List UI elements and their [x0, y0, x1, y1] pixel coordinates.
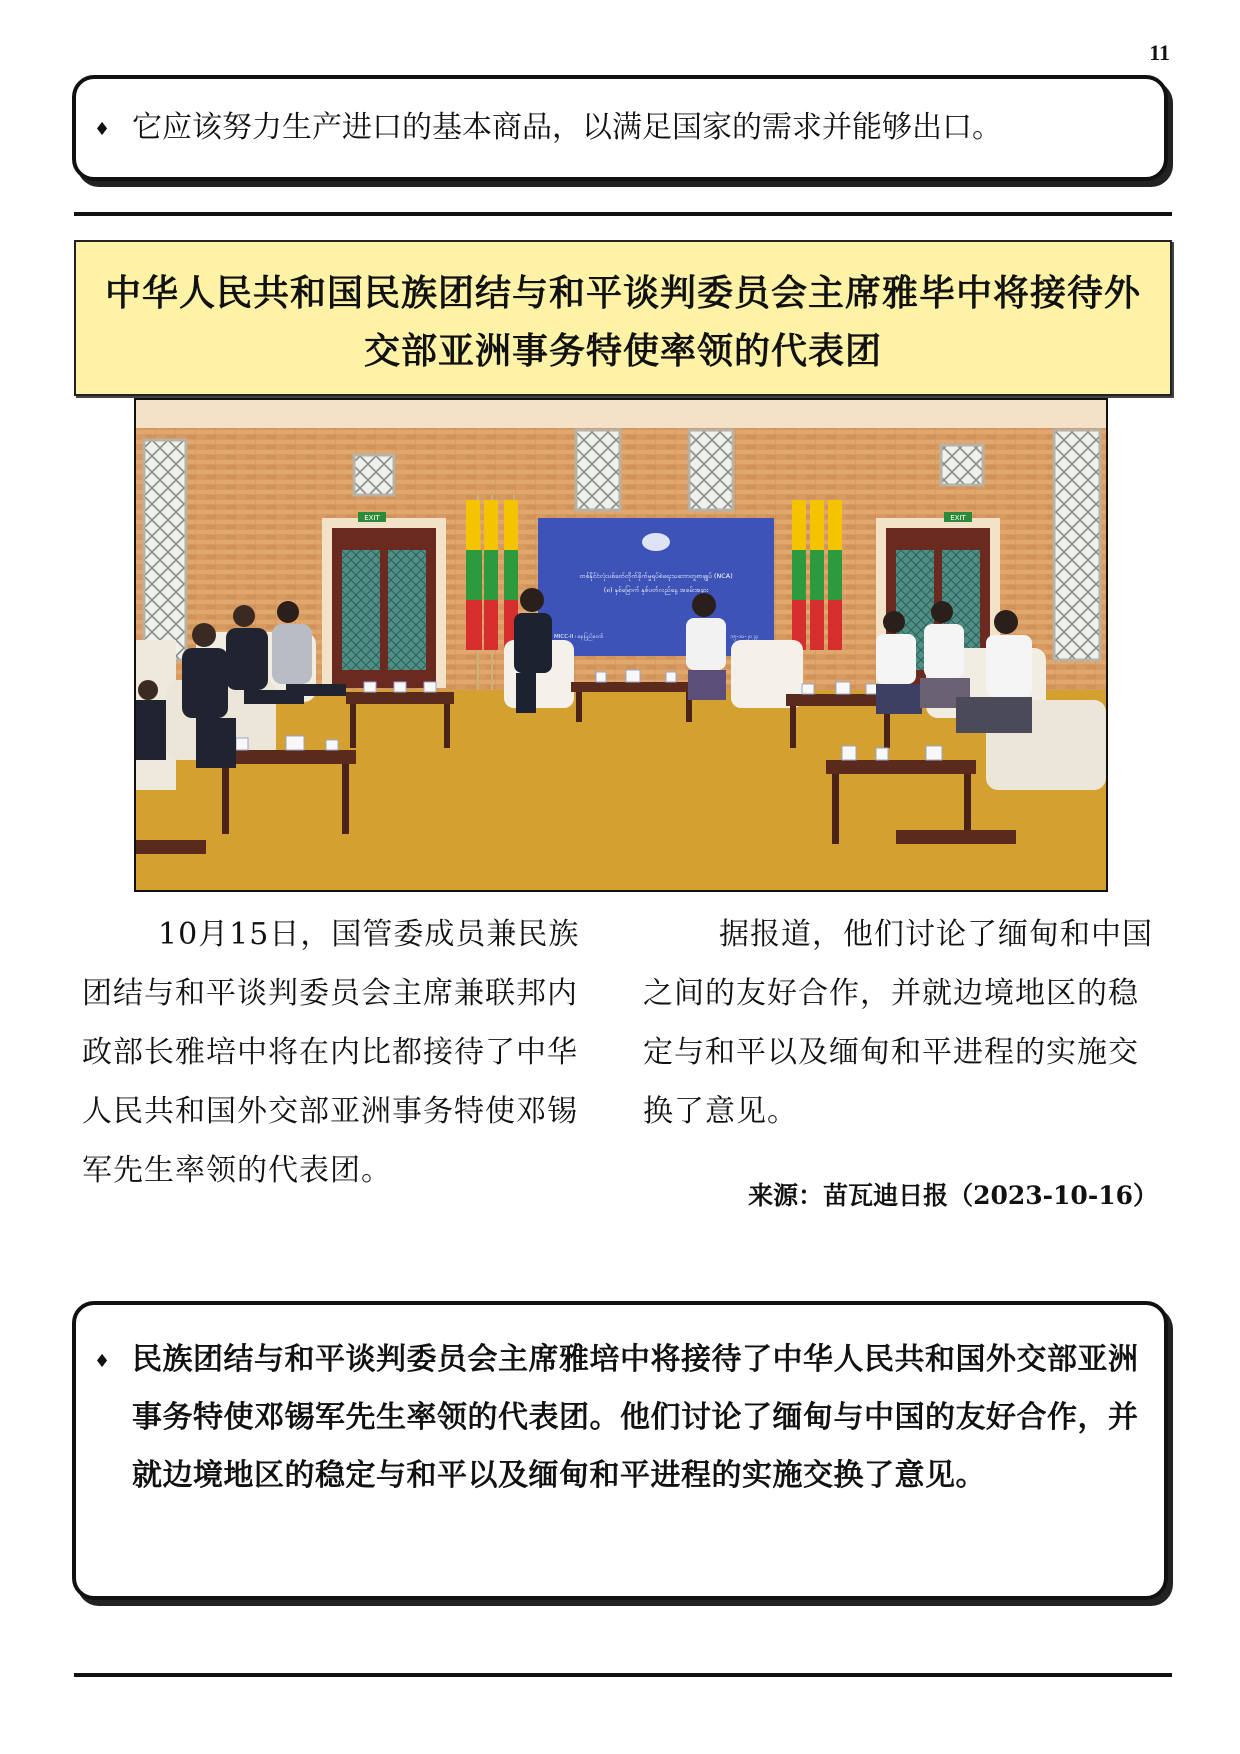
banner-venue: MICC-II ၊ နေပြည်တော်	[554, 634, 604, 640]
banner-line-2: (၈) နှစ်မြောက် နှစ်ပတ်လည်နေ့ အခမ်းအနား	[603, 586, 709, 594]
top-summary-box	[72, 75, 1168, 181]
bottom-summary-text: 民族团结与和平谈判委员会主席雅培中将接待了中华人民共和国外交部亚洲事务特使邓锡军先生率领的代表团。他们讨论了缅甸与中国的友好合作，并就边境地区的稳定与和平以及缅甸和平进程的实施交换了意见。	[132, 1342, 1139, 1493]
banner-date: ၁၅-၁၀-၂၀၂၃	[730, 634, 758, 640]
headline-box	[74, 240, 1172, 396]
headline: 中华人民共和国民族团结与和平谈判委员会主席雅毕中将接待外交部亚洲事务特使率领的代表团	[104, 272, 1141, 372]
source-attribution: 来源：苗瓦迪日报（2023-10-16）	[748, 1181, 1158, 1210]
article-left-paragraph: 10月15日，国管委成员兼民族团结与和平谈判委员会主席兼联邦内政部长雅培中将在内比都接待了中华人民共和国外交部亚洲事务特使邓锡军先生率领的代表团。	[82, 917, 580, 1188]
diamond-bullet-icon: ♦	[94, 119, 111, 140]
banner-line-1: တစ်နိုင်ငံလုံးပစ်ခတ်တိုက်ခိုက်မှုရပ်စဲရေးသဘောတူစာချုပ် (NCA)	[579, 572, 733, 580]
top-summary-text: 它应该努力生产进口的基本商品，以满足国家的需求并能够出口。	[132, 110, 1002, 145]
myanmar-flags-right	[792, 500, 842, 650]
exit-sign-left: EXIT	[364, 514, 380, 522]
diamond-bullet-icon: ♦	[94, 1351, 111, 1372]
event-banner	[538, 518, 774, 656]
meeting-photo-illustration	[136, 400, 1106, 890]
page-number: 11	[1149, 40, 1170, 65]
top-divider	[74, 212, 1172, 216]
exit-sign-right: EXIT	[950, 514, 966, 522]
bottom-summary-box	[72, 1301, 1168, 1600]
article-right-paragraph: 据报道，他们讨论了缅甸和中国之间的友好合作，并就边境地区的稳定与和平以及缅甸和平进程的实施交换了意见。	[643, 917, 1153, 1129]
bottom-divider	[74, 1673, 1172, 1677]
meeting-photo	[134, 398, 1108, 892]
